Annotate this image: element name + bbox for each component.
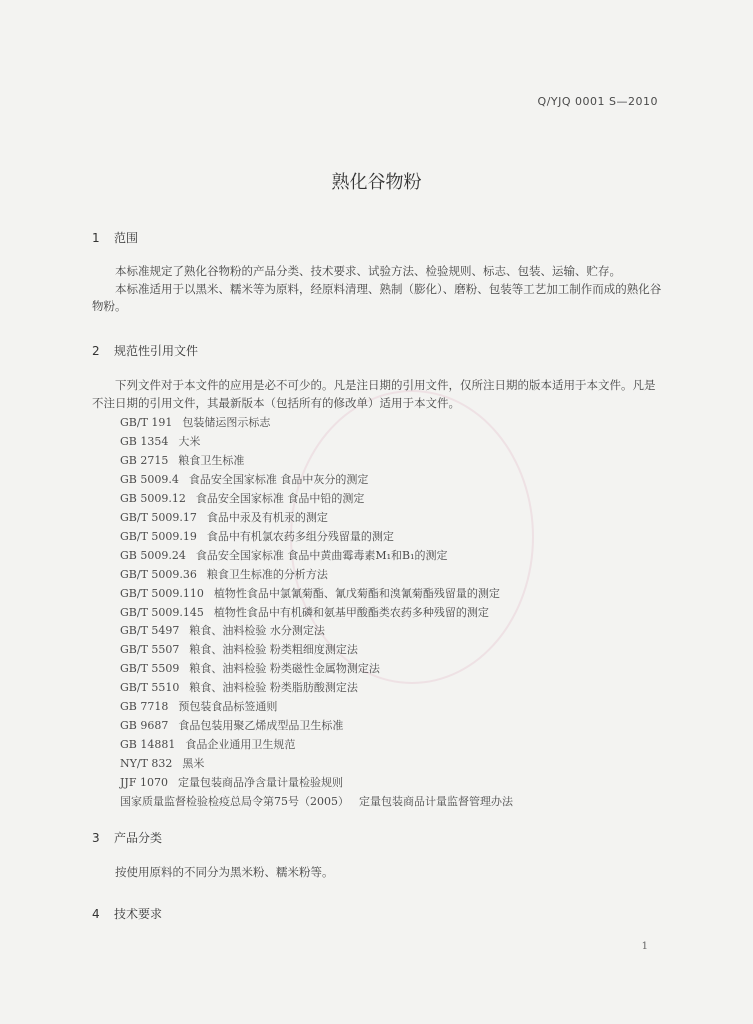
reference-id: GB/T 5009.36 xyxy=(120,567,197,581)
reference-id: GB 5009.4 xyxy=(120,472,179,486)
reference-item xyxy=(120,509,660,528)
reference-id: GB/T 5507 xyxy=(120,643,180,657)
reference-list xyxy=(120,414,660,812)
reference-title: 粮食卫生标准的分析方法 xyxy=(206,567,328,581)
reference-id: 国家质量监督检验检疫总局令第75号（2005） xyxy=(120,795,349,809)
reference-title: 食品安全国家标准 食品中铅的测定 xyxy=(195,491,365,505)
reference-title: 食品中汞及有机汞的测定 xyxy=(206,510,328,524)
section-number: 3 xyxy=(92,831,100,845)
reference-item xyxy=(120,604,660,623)
reference-id: GB 2715 xyxy=(120,453,169,467)
reference-id: GB 5009.24 xyxy=(120,548,186,562)
reference-title: 粮食卫生标准 xyxy=(178,453,245,467)
reference-title: 植物性食品中有机磷和氨基甲酸酯类农药多种残留的测定 xyxy=(213,605,489,619)
paragraph: 本标准规定了熟化谷物粉的产品分类、技术要求、试验方法、检验规则、标志、包装、运输、贮存。 xyxy=(115,264,621,278)
reference-title: 粮食、油料检验 水分测定法 xyxy=(189,624,325,638)
reference-id: GB/T 5009.19 xyxy=(120,529,197,543)
reference-item xyxy=(120,793,660,812)
reference-title: 食品包装用聚乙烯成型品卫生标准 xyxy=(178,719,344,733)
reference-title: 定量包装商品计量监督管理办法 xyxy=(359,795,513,809)
reference-id: GB/T 5009.110 xyxy=(120,586,204,600)
reference-title: 黑米 xyxy=(182,757,205,771)
reference-id: GB 7718 xyxy=(120,700,169,714)
reference-title: 预包装食品标签通则 xyxy=(178,700,278,714)
reference-id: NY/T 832 xyxy=(120,757,173,771)
reference-title: 粮食、油料检验 粉类粗细度测定法 xyxy=(189,643,358,657)
reference-item xyxy=(120,414,660,433)
reference-id: GB/T 191 xyxy=(120,416,173,429)
section-title: 技术要求 xyxy=(114,907,163,921)
document-title: 熟化谷物粉 xyxy=(331,172,422,193)
reference-id: GB 1354 xyxy=(120,434,169,448)
paragraph: 下列文件对于本文件的应用是必不可少的。凡是注日期的引用文件，仅所注日期的版本适用于本文件。凡是不注日期的引用文件，其最新版本（包括所有的修改单）适用于本文件。 xyxy=(92,378,656,410)
reference-id: GB/T 5497 xyxy=(120,624,180,638)
section-3-heading xyxy=(92,829,162,846)
reference-item xyxy=(120,717,660,736)
reference-title: 大米 xyxy=(178,434,201,448)
reference-id: GB/T 5009.17 xyxy=(120,510,197,524)
section-number: 1 xyxy=(92,231,100,245)
reference-title: 包装储运图示标志 xyxy=(182,416,271,429)
reference-item xyxy=(120,679,660,698)
section-title: 规范性引用文件 xyxy=(114,344,199,358)
reference-item xyxy=(120,774,660,793)
reference-id: GB 14881 xyxy=(120,738,176,752)
reference-title: 定量包装商品净含量计量检验规则 xyxy=(177,776,343,790)
section-title: 产品分类 xyxy=(114,831,163,845)
reference-item xyxy=(120,490,660,509)
reference-item xyxy=(120,433,660,452)
section-1-heading xyxy=(92,229,138,246)
reference-item xyxy=(120,622,660,641)
reference-item xyxy=(120,585,660,604)
reference-id: JJF 1070 xyxy=(120,776,168,790)
section-2-heading xyxy=(92,342,198,359)
reference-title: 植物性食品中氯氰菊酯、氰戊菊酯和溴氰菊酯残留量的测定 xyxy=(213,586,500,600)
reference-item xyxy=(120,452,660,471)
reference-title: 食品企业通用卫生规范 xyxy=(185,738,296,752)
reference-title: 粮食、油料检验 粉类脂肪酸测定法 xyxy=(189,681,358,695)
reference-title: 食品中有机氯农药多组分残留量的测定 xyxy=(206,529,394,543)
page-number: 1 xyxy=(641,941,648,952)
section-1-body xyxy=(92,263,662,316)
reference-id: GB/T 5509 xyxy=(120,662,180,676)
reference-id: GB/T 5009.145 xyxy=(120,605,204,619)
paragraph: 按使用原料的不同分为黑米粉、糯米粉等。 xyxy=(115,865,334,879)
reference-item xyxy=(120,755,660,774)
reference-title: 食品安全国家标准 食品中黄曲霉毒素M₁和B₁的测定 xyxy=(195,548,448,562)
reference-item xyxy=(120,471,660,490)
section-number: 4 xyxy=(92,907,100,921)
reference-item xyxy=(120,660,660,679)
section-title: 范围 xyxy=(114,231,139,245)
reference-item xyxy=(120,566,660,585)
reference-title: 粮食、油料检验 粉类磁性金属物测定法 xyxy=(189,662,380,676)
reference-item xyxy=(120,736,660,755)
standard-code: Q/YJQ 0001 S—2010 xyxy=(537,95,658,108)
reference-item xyxy=(120,698,660,717)
reference-item xyxy=(120,528,660,547)
section-number: 2 xyxy=(92,344,100,358)
section-2-intro xyxy=(92,377,662,412)
section-4-heading xyxy=(92,905,162,922)
reference-item xyxy=(120,547,660,566)
section-3-body xyxy=(92,864,662,882)
reference-id: GB 5009.12 xyxy=(120,491,186,505)
reference-id: GB/T 5510 xyxy=(120,681,180,695)
reference-id: GB 9687 xyxy=(120,719,169,733)
reference-item xyxy=(120,641,660,660)
reference-title: 食品安全国家标准 食品中灰分的测定 xyxy=(188,472,369,486)
paragraph: 本标准适用于以黑米、糯米等为原料，经原料清理、熟制（膨化）、磨粉、包装等工艺加工制作而成的熟化谷物粉。 xyxy=(92,281,662,313)
